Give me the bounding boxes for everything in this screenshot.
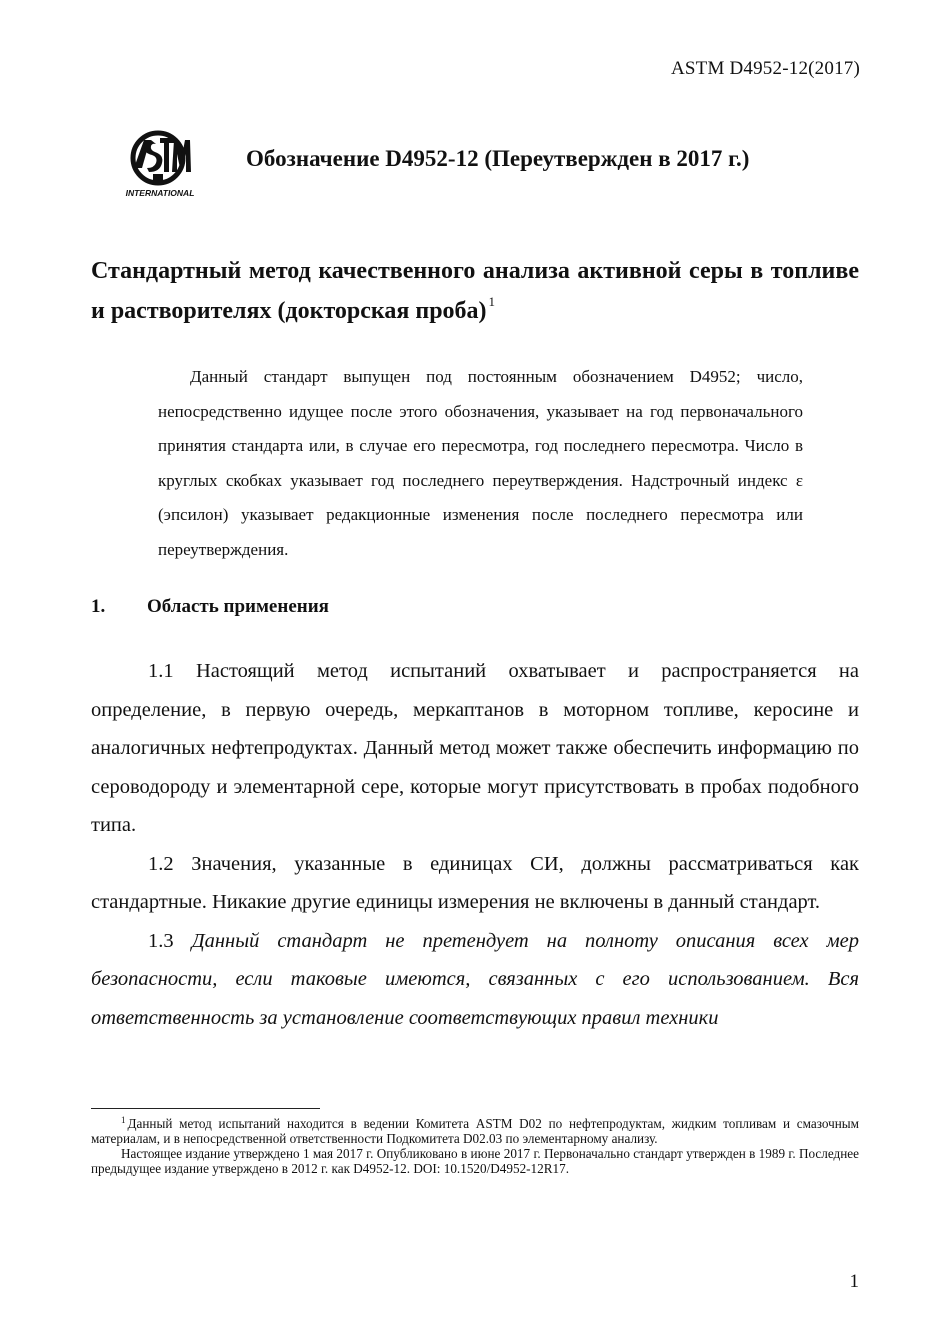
document-title: [91, 251, 859, 331]
paragraph-number: 1.3: [148, 929, 174, 952]
paragraph-text-italic: Данный стандарт не претендует на полноту описания всех мер безопасности, если таковые имеются, связанных с его использованием. Вся ответственность за установление соответствующих правил техники: [91, 929, 860, 1029]
section-number: 1.: [91, 596, 106, 617]
paragraph-number: 1.1: [148, 660, 174, 682]
section-heading: [91, 596, 691, 618]
footnote-edition-text: Настоящее издание утверждено 1 мая 2017 г. Опубликовано в июне 2017 г. Первоначально стандарт утвержден в 1989 г. Последнее предыдущее издание утверждено в 2012 г. как D4952-12. DOI: 10.1520/D4952-12R17.: [91, 1146, 859, 1176]
paragraph-text: Значения, указанные в единицах СИ, должны рассматриваться как стандартные. Никакие другие единицы измерения не включены в данный стандарт.: [91, 852, 859, 913]
title-footnote-ref[interactable]: 1: [488, 294, 496, 309]
page-number: 1: [849, 1271, 859, 1292]
footnotes: [91, 1116, 859, 1176]
section-title: Область применения: [147, 596, 329, 617]
footnote-marker: 1: [121, 1115, 126, 1125]
footnote-divider: [91, 1108, 320, 1109]
section-body: [91, 652, 859, 1037]
footnote-1-text: Данный метод испытаний находится в ведении Комитета ASTM D02 по нефтепродуктам, жидким топливам и смазочным материалам, и в непосредственной ответственности Подкомитета D02.03 по элементарному анализу.: [91, 1116, 859, 1146]
paragraph-1-3: [91, 922, 859, 1038]
astm-logo-icon: [120, 128, 200, 200]
paragraph-number: 1.2: [148, 852, 174, 875]
document-code-header: ASTM D4952-12(2017): [670, 58, 860, 79]
footnote-edition: [91, 1146, 859, 1176]
paragraph-1-1: [91, 652, 859, 845]
footnote-1: [91, 1116, 859, 1146]
designation-notice: Данный стандарт выпущен под постоянным обозначением D4952; число, непосредственно идущее после этого обозначения, указывает на год первоначального принятия стандарта или, в случае его пересмотра, год последнего пересмотра. Число в круглых скобках указывает год последнего переутверждения. Надстрочный индекс ε (эпсилон) указывает редакционные изменения после последнего пересмотра или переутверждения.: [158, 367, 803, 559]
astm-international-logo: [120, 128, 200, 200]
logo-wordmark: INTERNATIONAL: [125, 188, 195, 198]
paragraph-text: Настоящий метод испытаний охватывает и распространяется на определение, в первую очередь, меркаптанов в моторном топливе, керосине и аналогичных нефтепродуктах. Данный метод может также обеспечить информацию по сероводороду и элементарной сере, которые могут присутствовать в пробах подобного типа.: [91, 660, 860, 836]
standard-designation: Обозначение D4952-12 (Переутвержден в 2017 г.): [246, 146, 750, 171]
paragraph-1-2: [91, 845, 859, 922]
document-title-text: Стандартный метод качественного анализа активной серы в топливе и растворителях (докторская проба): [91, 258, 859, 324]
